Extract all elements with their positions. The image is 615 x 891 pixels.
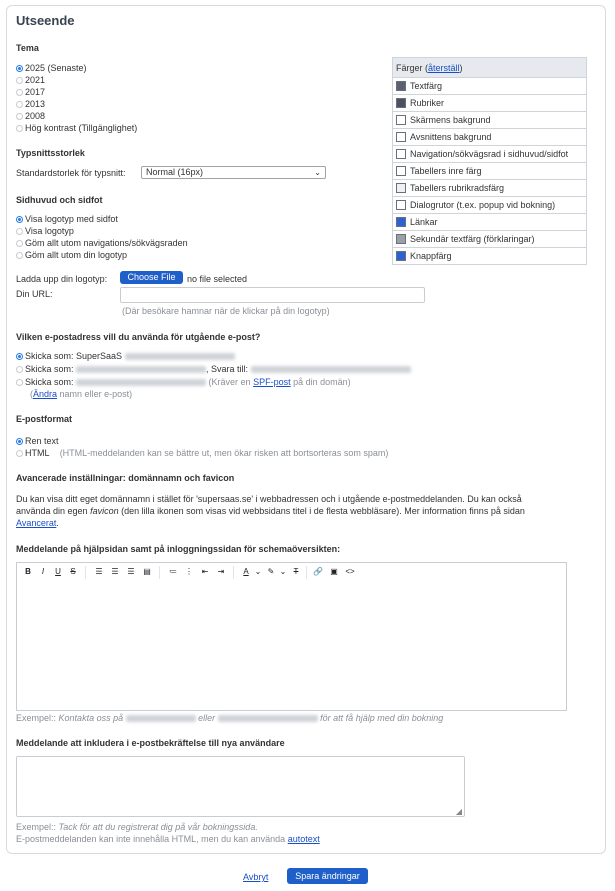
email-format-heading: E-postformat (16, 414, 72, 424)
color-label: Knappfärg (410, 250, 452, 261)
theme-option-label: 2021 (25, 75, 46, 85)
editor-toolbar (16, 562, 567, 581)
advanced-link[interactable]: Avancerat (16, 518, 57, 528)
code-icon[interactable]: <> (345, 567, 355, 576)
strike-button[interactable]: S (70, 567, 76, 576)
color-label: Tabellers inre färg (410, 165, 482, 176)
spf-link[interactable]: SPF-post (253, 377, 291, 387)
color-swatch[interactable] (396, 200, 406, 210)
color-cell[interactable] (393, 78, 587, 95)
theme-option-label: 2013 (25, 99, 46, 109)
advanced-text-2b: (den lilla ikonen som visas vid webbsidans titel i de flesta webbläsare). Mer information finns på sidan (121, 506, 525, 516)
text-color-button[interactable]: A (243, 567, 249, 576)
redacted-text (125, 353, 235, 360)
logo-upload-label: Ladda upp din logotyp: (16, 274, 108, 284)
italic-button[interactable]: I (41, 567, 45, 576)
color-label: Dialogrutor (t.ex. popup vid bokning) (410, 199, 556, 210)
theme-radio[interactable] (16, 89, 23, 96)
confirm-example-prefix: Exempel:: (16, 822, 57, 832)
help-example-c: för att få hjälp med din bokning (320, 713, 444, 723)
choose-file-button[interactable]: Choose File (120, 271, 183, 284)
url-input[interactable] (120, 287, 425, 303)
color-label: Skärmens bakgrund (410, 114, 491, 125)
color-row[interactable] (393, 248, 587, 265)
format-html-label: HTML (25, 448, 50, 458)
redacted-text (76, 379, 206, 386)
align-left-icon[interactable]: ☰ (95, 567, 103, 576)
help-message-editor[interactable] (16, 580, 567, 711)
email-radio-own[interactable] (16, 379, 23, 386)
format-radio-plain[interactable] (16, 438, 23, 445)
resize-handle-icon[interactable]: ◢ (455, 807, 462, 816)
email-confirm-textarea[interactable] (16, 756, 465, 817)
color-cell[interactable] (393, 112, 587, 129)
toolbar-separator (85, 566, 86, 579)
advanced-heading: Avancerade inställningar: domännamn och favicon (16, 473, 235, 483)
theme-option-label: 2008 (25, 111, 46, 121)
font-size-heading: Typsnittsstorlek (16, 148, 85, 158)
color-swatch[interactable] (396, 183, 406, 193)
color-swatch[interactable] (396, 234, 406, 244)
color-label: Sekundär textfärg (förklaringar) (410, 233, 535, 244)
autotext-note-text: E-postmeddelanden kan inte innehålla HTML, men du kan använda (16, 834, 286, 844)
header-footer-option-label: Göm allt utom din logotyp (25, 250, 128, 260)
colors-table (392, 57, 587, 265)
header-footer-radio[interactable] (16, 216, 23, 223)
header-footer-option-label: Göm allt utom navigations/sökvägsraden (25, 238, 188, 248)
highlight-button[interactable]: ✎ (267, 567, 275, 576)
theme-radio[interactable] (16, 125, 23, 132)
font-size-value: Normal (16px) (146, 167, 204, 177)
color-cell[interactable] (393, 146, 587, 163)
email-option-3-label: Skicka som: (25, 377, 74, 387)
autotext-link[interactable]: autotext (287, 834, 320, 844)
color-row[interactable] (393, 112, 587, 129)
align-center-icon[interactable]: ☰ (111, 567, 119, 576)
theme-radio[interactable] (16, 113, 23, 120)
color-cell[interactable] (393, 231, 587, 248)
header-footer-radio[interactable] (16, 228, 23, 235)
email-radio-reply[interactable] (16, 366, 23, 373)
help-example-a: Kontakta oss på (58, 713, 124, 723)
font-size-select[interactable] (141, 166, 326, 179)
theme-radio[interactable] (16, 65, 23, 72)
color-label: Navigation/sökvägsrad i sidhuvud/sidfot (410, 148, 569, 159)
email-option-3 (25, 377, 351, 387)
color-swatch[interactable] (396, 115, 406, 125)
no-file-text: no file selected (187, 274, 248, 284)
theme-radio[interactable] (16, 101, 23, 108)
color-swatch[interactable] (396, 149, 406, 159)
color-label: Tabellers rubrikradsfärg (410, 182, 505, 193)
email-option-2-label: Skicka som: (25, 364, 74, 374)
chevron-down-icon[interactable]: ⌄ (279, 567, 287, 576)
favicon-word: favicon (90, 506, 119, 516)
theme-option-label: 2025 (Senaste) (25, 63, 87, 73)
theme-option-label: Hög kontrast (Tillgänglighet) (25, 123, 138, 133)
color-row[interactable] (393, 231, 587, 248)
indent-icon[interactable]: ⇥ (217, 567, 225, 576)
toolbar-separator (159, 566, 160, 579)
email-option-1-label: Skicka som: SuperSaaS (25, 351, 123, 361)
redacted-text (251, 366, 411, 373)
cancel-link[interactable]: Avbryt (243, 872, 269, 882)
autotext-note (16, 834, 320, 844)
format-plain-label: Ren text (25, 436, 59, 446)
colors-header: Färger (återställ) (393, 58, 587, 78)
advanced-text-line1: Du kan visa ditt eget domännamn i stället för 'supersaas.se' i webbadressen och i utgående e-postmeddelanden. Du kan också (16, 494, 522, 504)
url-label: Din URL: (16, 289, 53, 299)
theme-heading: Tema (16, 43, 39, 53)
link-icon[interactable]: 🔗 (313, 567, 323, 576)
color-label: Rubriker (410, 97, 445, 108)
spf-note-suffix: på din domän) (293, 377, 351, 387)
format-html-option (25, 448, 388, 458)
color-label: Textfärg (410, 80, 443, 91)
redacted-text (126, 715, 196, 722)
header-footer-radio[interactable] (16, 240, 23, 247)
color-swatch[interactable] (396, 166, 406, 176)
numbered-list-icon[interactable]: ⋮ (185, 567, 193, 576)
email-heading: Vilken e-postadress vill du använda för utgående e-post? (16, 332, 261, 342)
page-title: Utseende (16, 13, 75, 28)
color-cell[interactable] (393, 248, 587, 265)
email-confirm-example (16, 822, 258, 832)
advanced-text-line2 (16, 506, 525, 516)
save-changes-button[interactable]: Spara ändringar (287, 868, 368, 884)
advanced-text-2a: använda din egen (16, 506, 88, 516)
color-swatch[interactable] (396, 251, 406, 261)
color-row[interactable] (393, 180, 587, 197)
header-footer-radio[interactable] (16, 252, 23, 259)
color-cell[interactable] (393, 129, 587, 146)
help-message-example (16, 713, 443, 723)
color-row[interactable] (393, 78, 587, 95)
format-radio-html[interactable] (16, 450, 23, 457)
bold-button[interactable]: B (25, 567, 31, 576)
email-confirm-heading: Meddelande att inkludera i e-postbekräftelse till nya användare (16, 738, 285, 748)
help-message-heading: Meddelande på hjälpsidan samt på inloggningssidan för schemaöversikten: (16, 544, 341, 554)
color-row[interactable] (393, 163, 587, 180)
help-example-prefix: Exempel:: (16, 713, 57, 723)
reset-colors-link[interactable]: återställ (428, 62, 460, 73)
spf-note (209, 377, 351, 387)
advanced-text-line3 (16, 518, 59, 528)
clear-format-button[interactable]: T (293, 567, 299, 576)
advanced-link-suffix: . (56, 518, 59, 528)
format-html-hint: (HTML-meddelanden kan se bättre ut, men ökar risken att bortsorteras som spam) (59, 448, 389, 458)
color-row[interactable] (393, 214, 587, 231)
color-swatch[interactable] (396, 217, 406, 227)
color-cell[interactable] (393, 95, 587, 112)
chevron-down-icon[interactable]: ⌄ (254, 567, 262, 576)
bullet-list-icon[interactable]: ≔ (169, 567, 177, 576)
header-footer-option-label: Visa logotyp (25, 226, 74, 236)
toolbar-separator (233, 566, 234, 579)
color-cell[interactable] (393, 214, 587, 231)
color-label: Avsnittens bakgrund (410, 131, 492, 142)
change-email-note: (Ändra namn eller e-post) (30, 389, 133, 399)
color-swatch[interactable] (396, 132, 406, 142)
header-footer-heading: Sidhuvud och sidfot (16, 195, 103, 205)
align-justify-icon[interactable]: ▤ (143, 567, 151, 576)
url-hint: (Där besökare hamnar när de klickar på din logotyp) (122, 306, 330, 316)
color-row[interactable] (393, 129, 587, 146)
email-radio-supersaas[interactable] (16, 353, 23, 360)
align-right-icon[interactable]: ☰ (127, 567, 135, 576)
spf-note-prefix: (Kräver en (208, 377, 251, 387)
color-swatch[interactable] (396, 98, 406, 108)
redacted-text (76, 366, 206, 373)
color-label: Länkar (410, 216, 438, 227)
color-cell[interactable] (393, 163, 587, 180)
color-row[interactable] (393, 95, 587, 112)
help-example-b: eller (198, 713, 216, 723)
underline-button[interactable]: U (55, 567, 61, 576)
chevron-down-icon: ⌄ (314, 168, 321, 177)
font-size-label: Standardstorlek för typsnitt: (16, 168, 126, 178)
image-icon[interactable]: ▣ (330, 567, 338, 576)
change-email-suffix: namn eller e-post) (59, 389, 133, 399)
toolbar-separator (306, 566, 307, 579)
change-email-link[interactable]: Ändra (33, 389, 58, 399)
outdent-icon[interactable]: ⇤ (201, 567, 209, 576)
reply-to-label: Svara till: (211, 364, 249, 374)
header-footer-option-label: Visa logotyp med sidfot (25, 214, 118, 224)
confirm-example-text: Tack för att du registrerat dig på vår bokningssida. (58, 822, 258, 832)
theme-radio[interactable] (16, 77, 23, 84)
color-cell[interactable] (393, 180, 587, 197)
color-cell[interactable] (393, 197, 587, 214)
redacted-text (218, 715, 318, 722)
color-row[interactable] (393, 197, 587, 214)
email-option-2: Skicka som: , Svara till: (25, 364, 411, 374)
colors-heading: Färger (396, 62, 423, 73)
theme-option-label: 2017 (25, 87, 46, 97)
email-option-1 (25, 351, 235, 361)
color-row[interactable] (393, 146, 587, 163)
color-swatch[interactable] (396, 81, 406, 91)
